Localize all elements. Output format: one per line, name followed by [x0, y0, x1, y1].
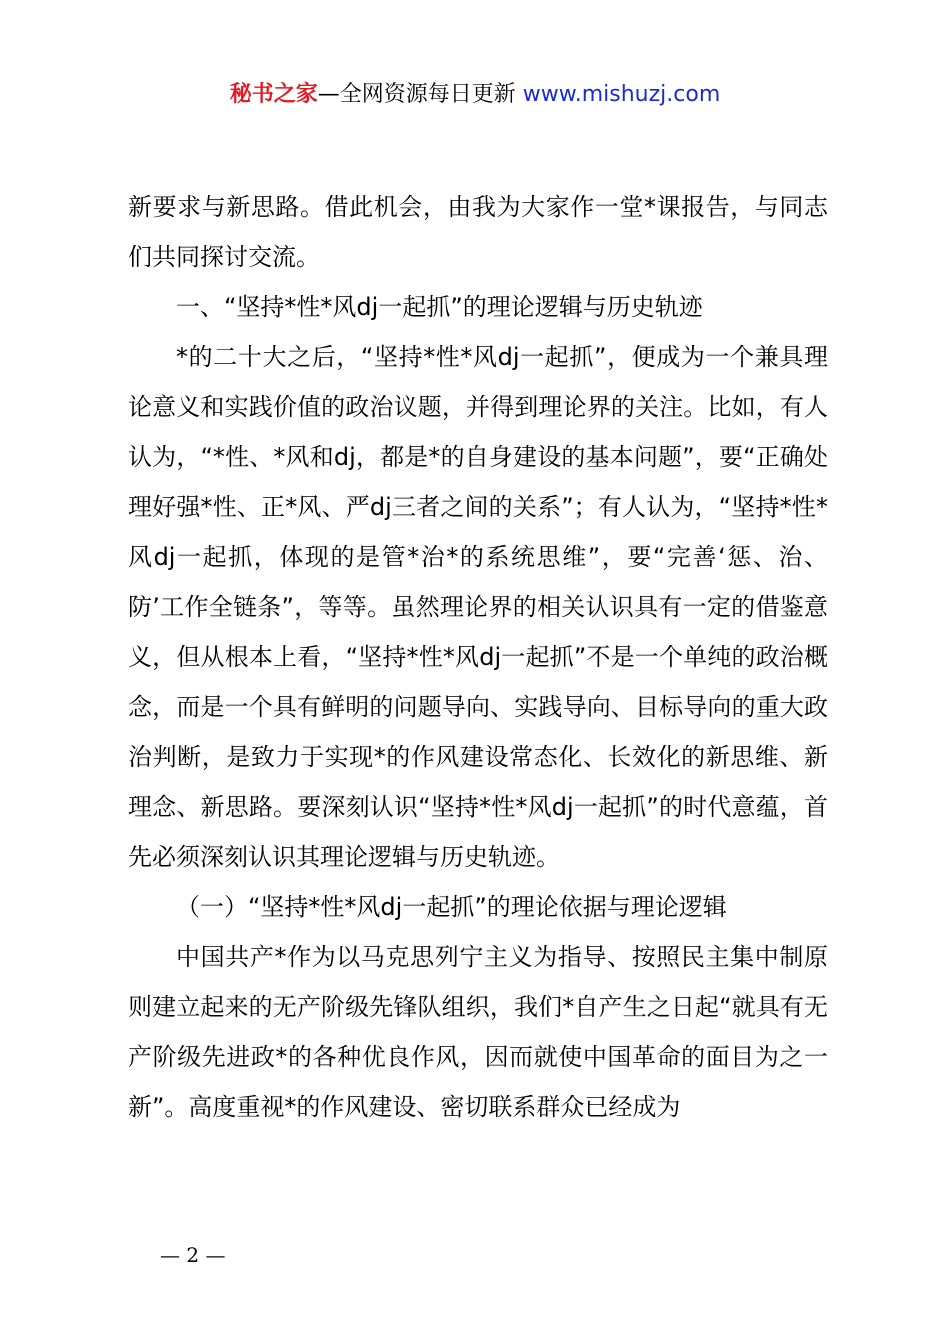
brand-name: 秘书之家 [229, 82, 318, 107]
section-heading-1: 一、“坚持*性*风dj一起抓”的理论逻辑与历史轨迹 [176, 293, 703, 321]
paragraph-continuation: 新要求与新思路。借此机会，由我为大家作一堂*课报告，与同志们共同探讨交流。 [128, 193, 828, 271]
document-body [128, 182, 828, 1132]
paragraph-body: 中国共产*作为以马克思列宁主义为指导、按照民主集中制原则建立起来的无产阶级先锋队组织，我们*自产生之日起“就具有无产阶级先进政*的各种优良作风，因而就使中国革命的面目为之一新”。高度重视*的作风建设、密切联系群众已经成为 [128, 943, 828, 1121]
page-number: — 2 — [160, 1243, 226, 1267]
banner-tagline: —全网资源每日更新 [317, 82, 516, 107]
paragraph-body: *的二十大之后，“坚持*性*风dj一起抓”，便成为一个兼具理论意义和实践价值的政治议题，并得到理论界的关注。比如，有人认为，“*性、*风和dj，都是*的自身建设的基本问题”，要“正确处理好强*性、正*风、严dj三者之间的关系”；有人认为，“坚持*性*风dj一起抓，体现的是管*治*的系统思维”，要“完善‘惩、治、防’工作全链条”，等等。虽然理论界的相关认识具有一定的借鉴意义，但从根本上看，“坚持*性*风dj一起抓”不是一个单纯的政治概念，而是一个具有鲜明的问题导向、实践导向、目标导向的重大政治判断，是致力于实现*的作风建设常态化、长效化的新思维、新理念、新思路。要深刻认识“坚持*性*风dj一起抓”的时代意蕴，首先必须深刻认识其理论逻辑与历史轨迹。 [128, 343, 828, 871]
site-banner [0, 78, 950, 112]
subsection-heading-1: （一）“坚持*性*风dj一起抓”的理论依据与理论逻辑 [176, 893, 727, 921]
site-url-link[interactable]: www.mishuzj.com [522, 82, 721, 107]
